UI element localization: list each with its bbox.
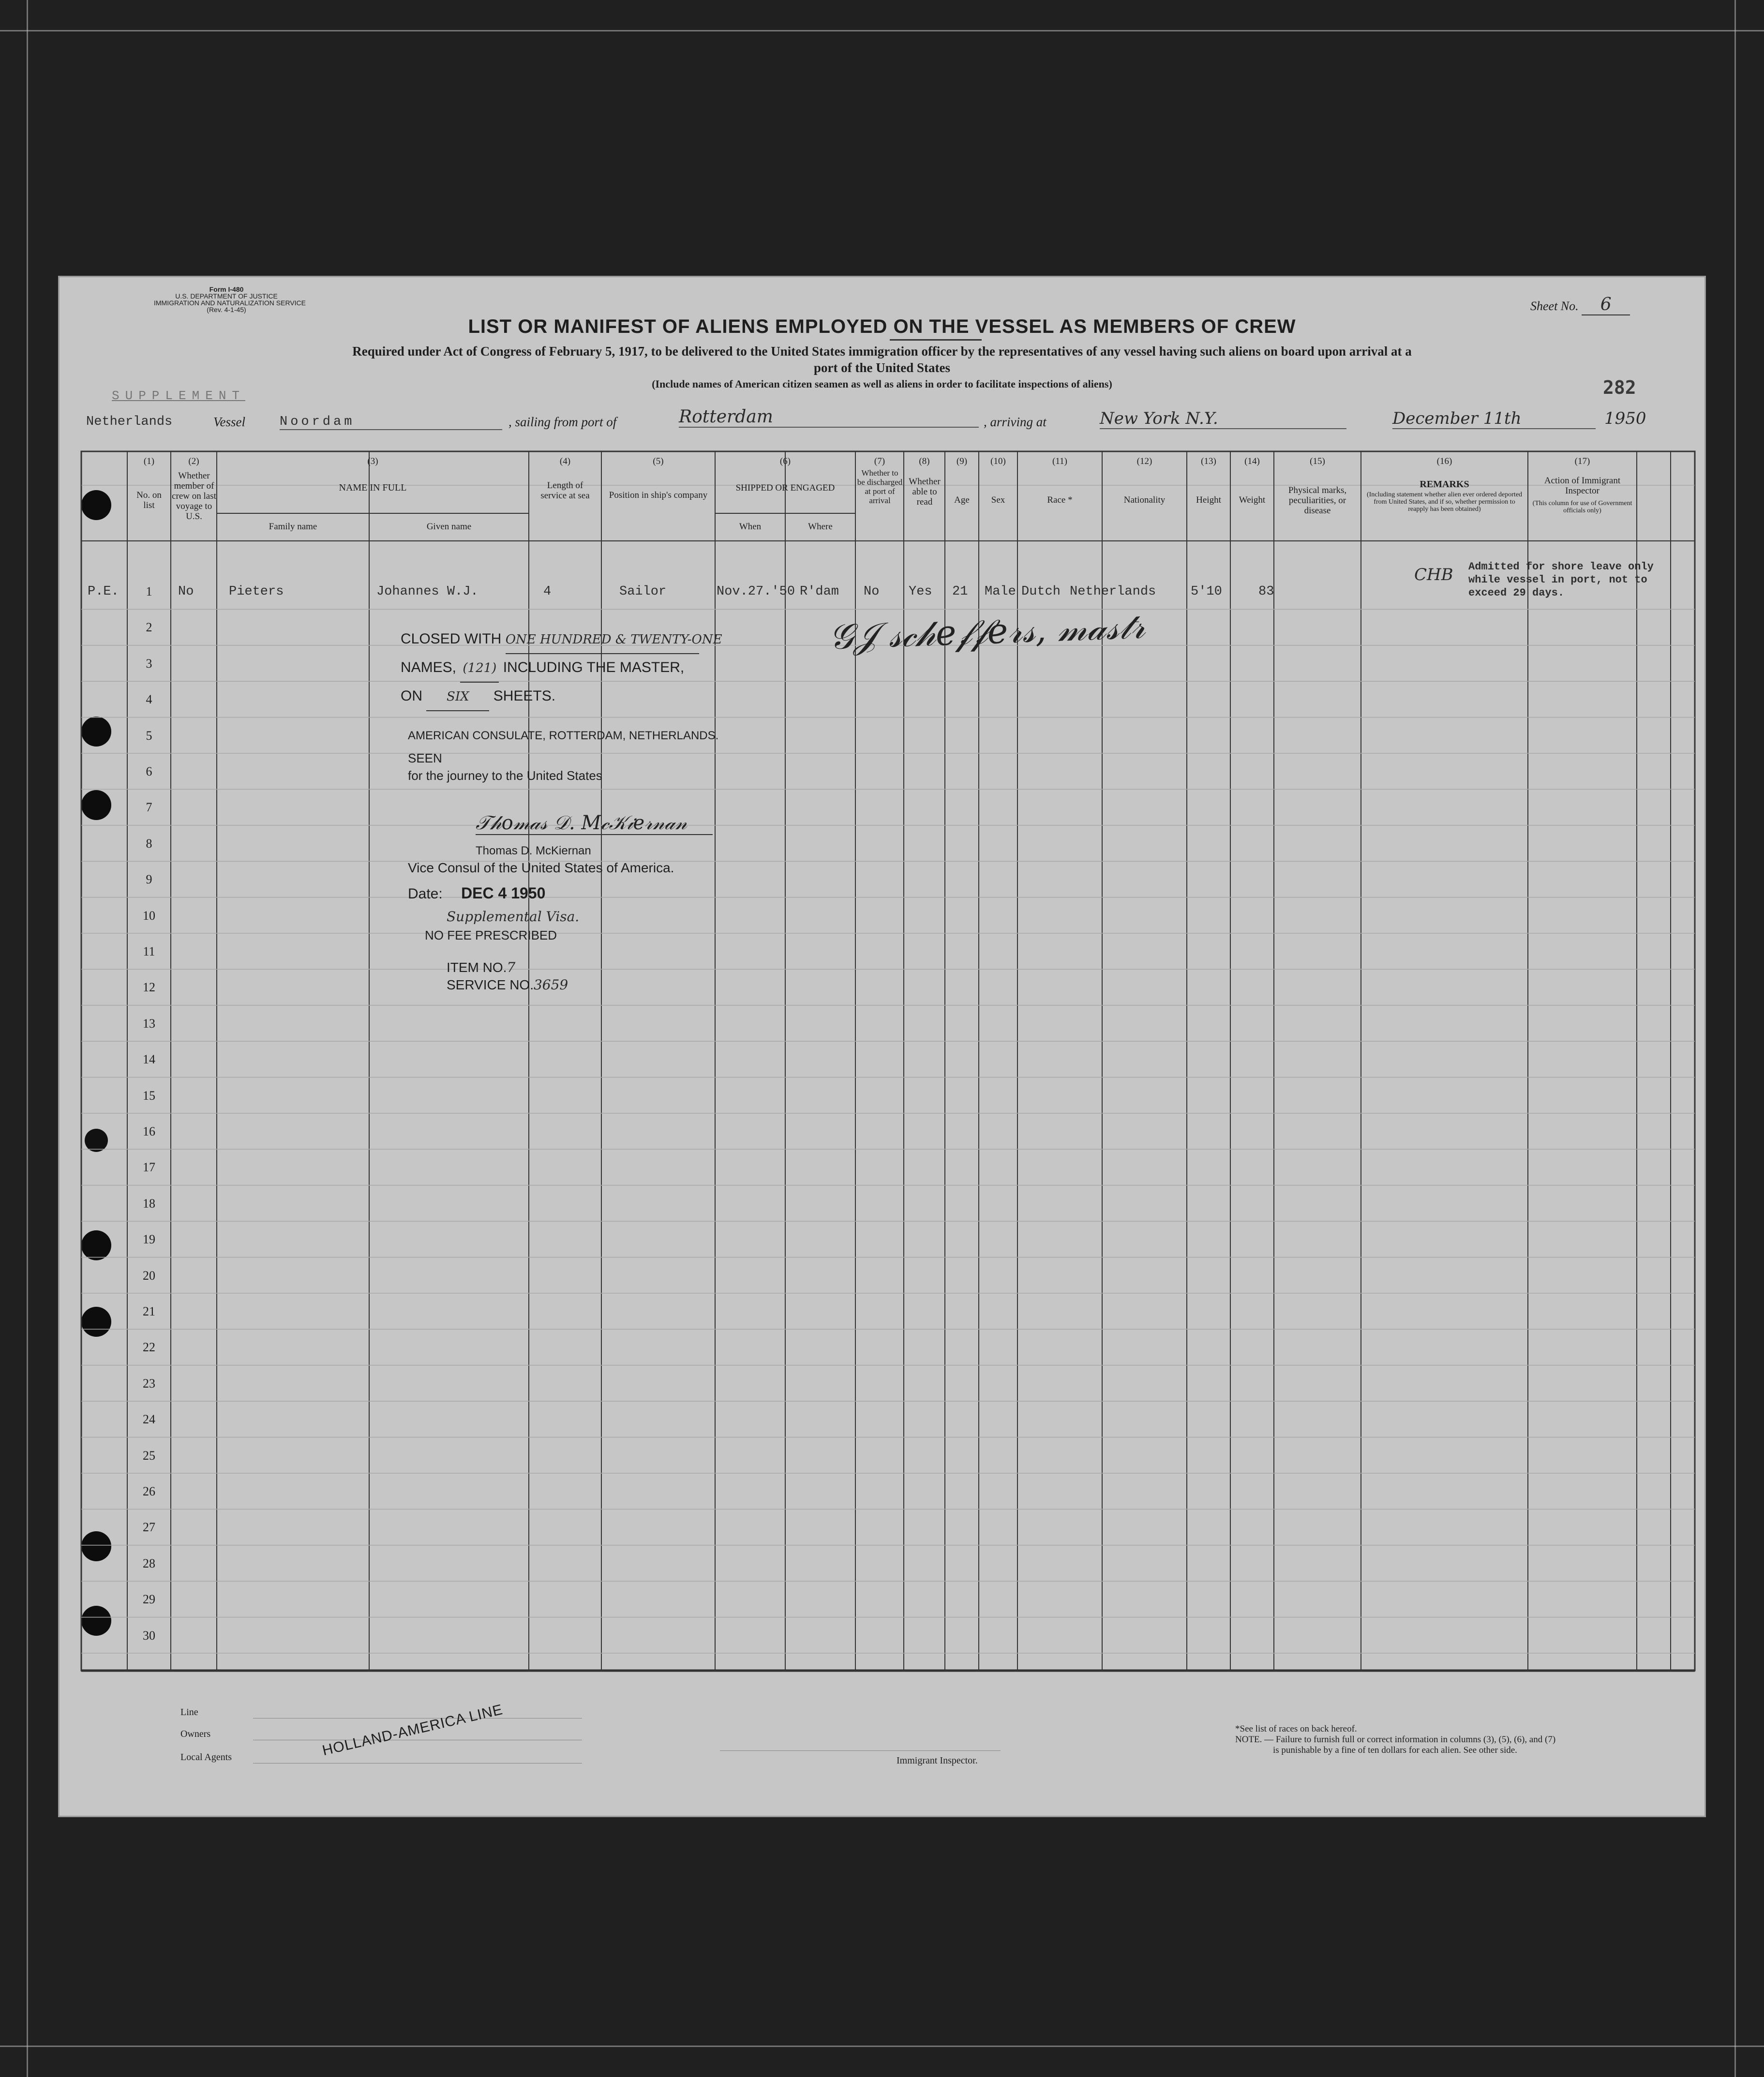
row-number: 26 — [143, 1484, 155, 1498]
entry-family-name: Pieters — [229, 584, 284, 599]
form-id-line: IMMIGRATION AND NATURALIZATION SERVICE — [154, 299, 306, 307]
column-header: Whether member of crew on last voyage to U.S. — [172, 471, 216, 522]
line-stamp: HOLLAND-AMERICA LINE — [321, 1702, 505, 1759]
closing-on: ON — [401, 688, 422, 704]
subtitle-note: (Include names of American citizen seamen as well as aliens in order to facilitate inspections of aliens) — [652, 378, 1112, 390]
arrival-year: 1950 — [1604, 409, 1646, 428]
column-number: (12) — [1136, 456, 1152, 466]
column-header: Whether able to read — [909, 477, 941, 507]
form-id-line: Form I-480 — [209, 285, 244, 293]
date-value: DEC 4 1950 — [461, 884, 546, 902]
consul-name: Thomas D. McKiernan — [476, 844, 591, 857]
item-number — [447, 959, 515, 975]
stamp-number: 282 — [1603, 377, 1636, 398]
column-header: Position in ship's company — [609, 490, 708, 500]
row-number: 15 — [143, 1088, 155, 1103]
column-header: Age — [954, 495, 970, 505]
column-number: (1) — [143, 456, 155, 466]
row-number: 30 — [143, 1628, 155, 1643]
closing-line — [401, 683, 699, 711]
row-number: 10 — [143, 908, 155, 923]
row-number: 19 — [143, 1232, 155, 1247]
column-note: (This column for use of Government officials only) — [1532, 500, 1632, 514]
column-number: (15) — [1310, 456, 1325, 466]
supplemental-note: Supplemental Visa. — [447, 909, 580, 925]
sailing-port: Rotterdam — [679, 407, 979, 428]
row-number: 16 — [143, 1124, 155, 1138]
column-number: (5) — [653, 456, 664, 466]
page-title: LIST OR MANIFEST OF ALIENS EMPLOYED ON THE VESSEL AS MEMBERS OF CREW — [468, 316, 1296, 337]
row-number: 27 — [143, 1520, 155, 1535]
arrival-date: December 11th — [1392, 409, 1596, 429]
column-number: (13) — [1201, 456, 1216, 466]
column-header: Sex — [991, 495, 1005, 505]
supplement-label: SUPPLEMENT — [112, 389, 246, 403]
consulate-date — [408, 884, 545, 902]
column-header: REMARKS — [1420, 479, 1469, 490]
column-subheader: Family name — [269, 522, 317, 532]
closing-label: CLOSED WITH — [401, 631, 502, 647]
consul-signature: 𝒯𝒽𝑜𝓂𝒶𝓈 𝒟. 𝑀𝒸𝒦𝒾𝑒𝓇𝓃𝒶𝓃 — [476, 812, 713, 835]
column-number: (2) — [188, 456, 199, 466]
row-number: 28 — [143, 1556, 155, 1570]
row-number: 20 — [143, 1268, 155, 1283]
column-number: (8) — [919, 456, 930, 466]
film-edge-left — [27, 0, 28, 2077]
nationality-value: Netherlands — [86, 415, 173, 429]
closing-line — [401, 654, 699, 683]
row-number: 14 — [143, 1052, 155, 1067]
row-number: 4 — [146, 692, 152, 707]
column-header: Nationality — [1123, 495, 1166, 505]
remarks-line: while vessel in port, not to — [1468, 574, 1647, 586]
entry-last-voyage: No — [178, 584, 194, 599]
column-header: NAME IN FULL — [339, 482, 407, 493]
column-subheader: Given name — [426, 522, 472, 532]
date-label: Date: — [408, 886, 443, 902]
column-header: Action of Immigrant Inspector — [1544, 476, 1621, 496]
column-number: (6) — [779, 456, 791, 466]
row-number: 21 — [143, 1304, 155, 1318]
film-edge-right — [1734, 0, 1736, 2077]
row-number: 29 — [143, 1592, 155, 1607]
manifest-sheet — [58, 276, 1706, 1817]
footer-note: NOTE. — Failure to furnish full or correct information in columns (3), (5), (6), and (7) — [1235, 1734, 1556, 1745]
remarks-line: Admitted for shore leave only — [1468, 561, 1654, 573]
column-header: Physical marks, peculiarities, or disease — [1288, 485, 1347, 516]
entry-read: Yes — [909, 584, 932, 599]
footer-line-label: Line — [180, 1707, 198, 1718]
row-number: 9 — [146, 872, 152, 887]
inspector-signature-line — [720, 1750, 1001, 1751]
entry-where: R'dam — [800, 584, 839, 599]
service-number — [447, 977, 568, 993]
fee-note: NO FEE PRESCRIBED — [425, 928, 557, 942]
closing-sheets-word: SIX — [426, 683, 489, 711]
vessel-name: Noordam — [280, 415, 502, 430]
row-number: 11 — [143, 944, 155, 958]
row-number: 6 — [146, 764, 152, 778]
service-label: SERVICE NO. — [447, 977, 534, 992]
film-edge-bottom — [0, 2046, 1764, 2047]
closing-stamp — [401, 626, 722, 711]
column-header: Height — [1196, 495, 1221, 505]
footer-note: is punishable by a fine of ten dollars for each alien. See other side. — [1273, 1745, 1517, 1755]
column-header: Weight — [1239, 495, 1266, 505]
item-label: ITEM NO. — [447, 960, 507, 975]
item-value: 7 — [507, 959, 516, 975]
column-number: (16) — [1436, 456, 1452, 466]
row-number: 13 — [143, 1016, 155, 1031]
footer-note: *See list of races on back hereof. — [1235, 1724, 1357, 1734]
column-number: (11) — [1052, 456, 1067, 466]
subtitle: port of the United States — [814, 360, 950, 375]
column-header: SHIPPED OR ENGAGED — [735, 483, 835, 493]
form-id-line: U.S. DEPARTMENT OF JUSTICE — [175, 292, 278, 300]
entry-age: 21 — [952, 584, 968, 599]
consulate-name: AMERICAN CONSULATE, ROTTERDAM, NETHERLANDS. — [408, 729, 719, 742]
column-number: (4) — [559, 456, 571, 466]
service-value: 3659 — [533, 977, 568, 993]
row-number: 3 — [146, 656, 152, 671]
column-number: (7) — [874, 456, 885, 466]
column-header: Race * — [1047, 495, 1073, 505]
entry-weight: 83 — [1258, 584, 1274, 599]
column-header: No. on list — [136, 490, 162, 510]
closing-count: (121) — [460, 655, 499, 683]
row-number: 7 — [146, 800, 152, 815]
closing-names: NAMES, — [401, 659, 457, 675]
entry-sex: Male — [985, 584, 1016, 599]
sheet-value: 6 — [1582, 295, 1630, 315]
row-number: 25 — [143, 1448, 155, 1463]
row-number: 1 — [146, 584, 152, 598]
column-number: (17) — [1574, 456, 1590, 466]
entry-race: Dutch — [1021, 584, 1061, 599]
column-header: Whether to be discharged at port of arrival — [857, 468, 903, 505]
column-note: (Including statement whether alien ever ordered deported from United States, and if so, whether permission to reapply has been obtained) — [1366, 491, 1523, 513]
column-number: (14) — [1244, 456, 1260, 466]
closing-sheets: SHEETS. — [493, 688, 556, 704]
row-number: 8 — [146, 836, 152, 851]
consulate-journey: for the journey to the United States — [408, 768, 602, 783]
entry-when: Nov.27.'50 — [717, 584, 795, 599]
column-subheader: When — [739, 522, 762, 532]
column-number: (10) — [990, 456, 1006, 466]
consulate-stamp — [408, 727, 718, 784]
closing-count-words: ONE HUNDRED & TWENTY-ONE — [506, 626, 699, 654]
row-number: 18 — [143, 1196, 155, 1210]
row-number: 17 — [143, 1160, 155, 1175]
column-subheader: Where — [808, 522, 833, 532]
entry-height: 5'10 — [1191, 584, 1222, 599]
remarks-line: exceed 29 days. — [1468, 587, 1565, 599]
entry-position: Sailor — [619, 584, 667, 599]
row-number: 2 — [146, 620, 152, 635]
entry-given-name: Johannes W.J. — [376, 584, 478, 599]
row-number: 24 — [143, 1412, 155, 1427]
film-edge-top — [0, 30, 1764, 31]
footer-agents-label: Local Agents — [180, 1752, 232, 1763]
signature-image: 𝒢𝒥 𝓈𝒸𝒽𝑒𝒻𝒻𝑒𝓇𝓈, 𝓂𝒶𝓈𝓉𝓇 — [828, 605, 1146, 657]
form-id-line: (Rev. 4-1-45) — [207, 306, 246, 314]
entry-remarks — [1468, 560, 1654, 599]
entry-service: 4 — [543, 584, 552, 599]
column-number: (3) — [367, 456, 378, 466]
sailing-label: , sailing from port of — [508, 415, 617, 429]
consulate-seen: SEEN — [408, 751, 442, 765]
closing-line — [401, 626, 722, 654]
sheet-label: Sheet No. — [1530, 299, 1579, 313]
closing-including: INCLUDING THE MASTER, — [503, 659, 685, 675]
row-number: 23 — [143, 1376, 155, 1390]
row-number: 12 — [143, 980, 155, 995]
consul-title: Vice Consul of the United States of America. — [408, 860, 674, 875]
row-number: 22 — [143, 1340, 155, 1355]
inspector-label: Immigrant Inspector. — [897, 1755, 978, 1766]
entry-nationality: Netherlands — [1070, 584, 1156, 599]
entry-discharged: No — [864, 584, 880, 599]
column-number: (9) — [956, 456, 968, 466]
inspector-initials: CHB — [1414, 565, 1453, 584]
vessel-label: Vessel — [213, 415, 245, 429]
column-header: Length of service at sea — [540, 480, 590, 501]
footer-owners-label: Owners — [180, 1729, 211, 1739]
arriving-label: , arriving at — [984, 415, 1046, 429]
subtitle: Required under Act of Congress of February 5, 1917, to be delivered to the United States immigration officer by the representatives of any vessel having such aliens on board upon arrival at a — [352, 344, 1412, 359]
row-number: 5 — [146, 728, 152, 743]
entry-prefix: P.E. — [88, 584, 119, 599]
arrival-port: New York N.Y. — [1100, 409, 1346, 429]
